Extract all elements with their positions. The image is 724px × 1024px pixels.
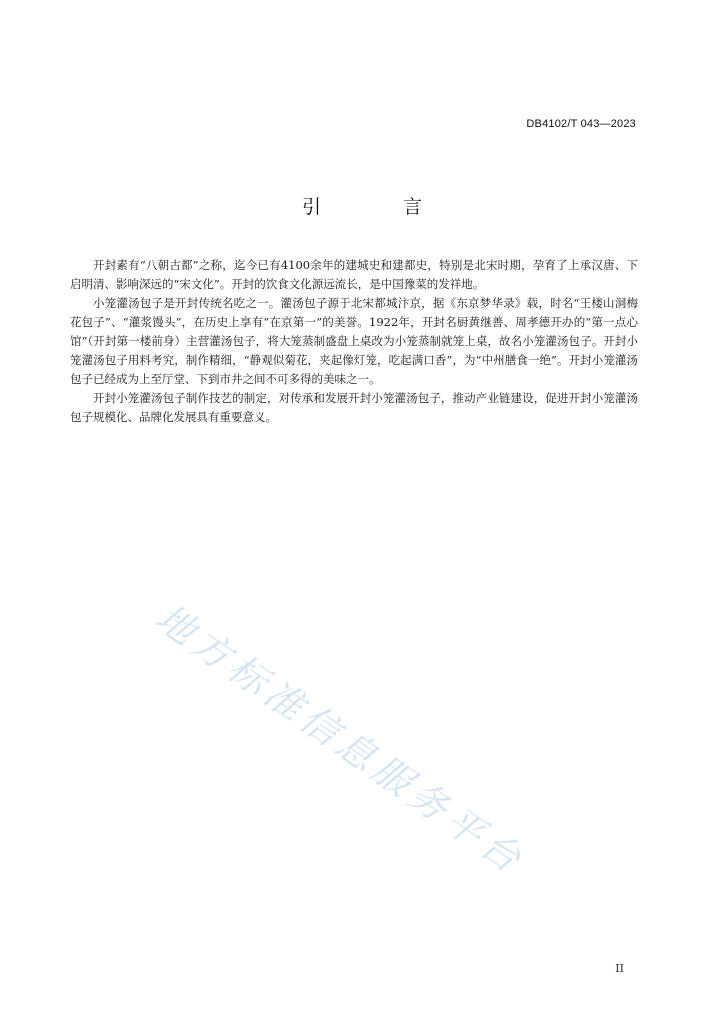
watermark: 地方标准信息服务平台 [147, 595, 534, 884]
page-number: II [615, 962, 624, 975]
paragraph-origin: 小笼灌汤包子是开封传统名吃之一。灌汤包子源于北宋都城汴京，据《东京梦华录》载，时名“王楼山洞梅花包子”、“灌浆馒头”，在历史上享有“在京第一”的美誉。1922年，开封名厨黄继善、周孝德开办的“第一点心馆”（开封第一楼前身）主营灌汤包子，将大笼蒸制盛盘上桌改为小笼蒸制就笼上桌，故名小笼灌汤包子。开封小笼灌汤包子用料考究，制作精细，“静观似菊花，夹起像灯笼，吃起满口香”，为“中州膳食一绝”。开封小笼灌汤包子已经成为上至厅堂、下到市井之间不可多得的美味之一。 [70, 296, 638, 386]
paragraph-history: 开封素有“八朝古都”之称，迄今已有4100余年的建城史和建都史，特别是北宋时期，孕育了上承汉唐、下启明清、影响深远的“宋文化”。开封的饮食文化源远流长，是中国豫菜的发祥地。 [70, 258, 638, 291]
section-title: 引 言 [301, 196, 461, 218]
body-text [70, 256, 638, 427]
paragraph-significance: 开封小笼灌汤包子制作技艺的制定，对传承和发展开封小笼灌汤包子，推动产业链建设，促进开封小笼灌汤包子规模化、品牌化发展具有重要意义。 [70, 391, 638, 424]
document-code: DB4102/T 043—2023 [526, 118, 636, 130]
